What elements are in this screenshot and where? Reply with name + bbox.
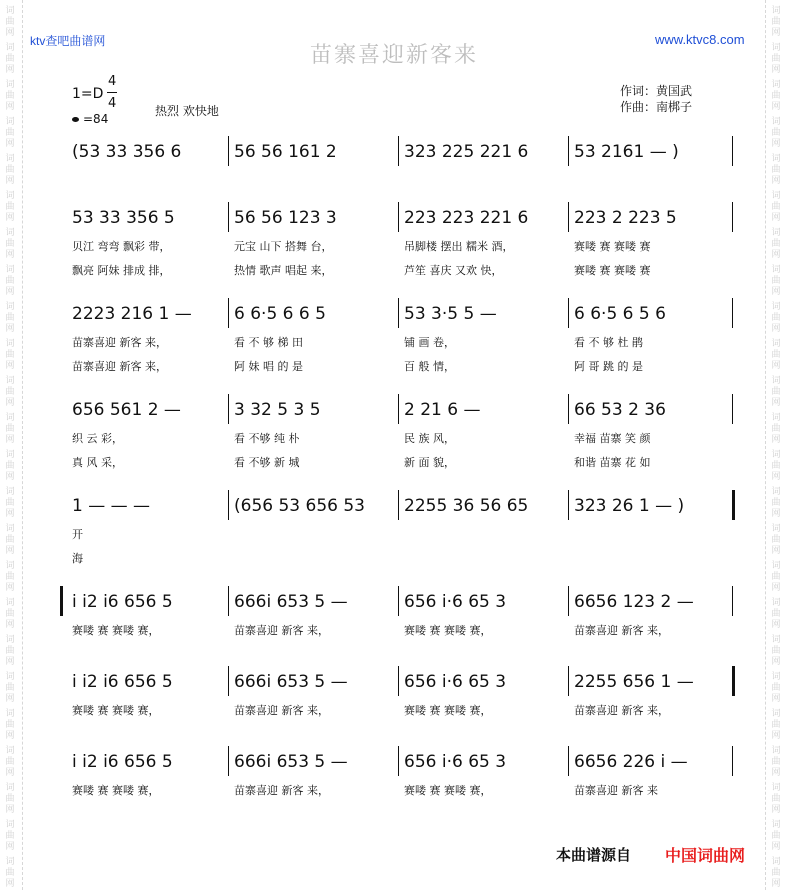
side-watermark-text: 词曲网: [771, 191, 781, 223]
measure-notes: 666i 653 5 —: [234, 592, 348, 612]
measure-notes: 53 3·5 5 —: [404, 304, 497, 324]
measure-notes: 56 56 123 3: [234, 208, 337, 228]
side-watermark-text: 词曲网: [5, 561, 15, 593]
side-watermark-text: 词曲网: [5, 709, 15, 741]
lyrics-row-2: [62, 262, 734, 278]
measure-lyrics-1: 赛喽 赛 赛喽 赛，: [72, 624, 160, 637]
side-watermark-text: 词曲网: [5, 265, 15, 297]
measure-lyrics-1: 织 云 彩，: [72, 432, 123, 445]
song-title: 苗寨喜迎新客来: [309, 43, 478, 68]
barline: [568, 298, 569, 328]
measure-lyrics-2: 飘亮 阿妹 排成 排，: [72, 264, 171, 277]
measure-notes: i i2 i6 656 5: [72, 592, 173, 612]
measure-lyrics-1: 民 族 风，: [404, 432, 455, 445]
measure-notes: i i2 i6 656 5: [72, 672, 173, 692]
notes-row: [62, 590, 734, 620]
barline: [398, 746, 399, 776]
side-watermark-text: 词曲网: [771, 524, 781, 556]
measure-lyrics-1: 苗寨喜迎 新客 来，: [234, 704, 329, 717]
side-watermark-text: 词曲网: [5, 487, 15, 519]
measure-notes: 223 2 223 5: [574, 208, 677, 228]
side-watermark-text: 词曲网: [771, 783, 781, 815]
side-watermark-text: 词曲网: [771, 413, 781, 445]
lyrics-row-1: [62, 238, 734, 254]
barline: [568, 746, 569, 776]
measure-lyrics-1: 苗寨喜迎 新客 来，: [574, 704, 669, 717]
barline: [398, 136, 399, 166]
measure-lyrics-2: 看 不够 新 城: [234, 456, 300, 469]
side-watermark-text: 词曲网: [5, 228, 15, 260]
side-watermark-text: 词曲网: [771, 487, 781, 519]
lyrics-row-1: [62, 172, 734, 188]
notes-row: [62, 140, 734, 170]
notes-row: [62, 750, 734, 780]
measure-notes: 666i 653 5 —: [234, 752, 348, 772]
measure-notes: i i2 i6 656 5: [72, 752, 173, 772]
side-watermark-text: 词曲网: [5, 376, 15, 408]
measure-lyrics-1: 苗寨喜迎 新客 来，: [234, 624, 329, 637]
measure-lyrics-2: 阿 哥 跳 的 是: [574, 360, 643, 373]
measure-notes: 53 2161 — ): [574, 142, 679, 162]
side-watermark-text: 词曲网: [5, 117, 15, 149]
measure-lyrics-1: 元宝 山下 搭舞 台，: [234, 240, 333, 253]
side-watermark-text: 词曲网: [771, 820, 781, 852]
lyrics-row-1: [62, 622, 734, 638]
notes-row: [62, 398, 734, 428]
measure-notes: 656 i·6 65 3: [404, 672, 507, 692]
barline: [568, 202, 569, 232]
measure-lyrics-1: 赛喽 赛 赛喽 赛: [574, 240, 651, 253]
barline: [732, 586, 733, 616]
side-watermark-text: 词曲网: [5, 857, 15, 889]
barline: [732, 746, 733, 776]
barline: [228, 586, 229, 616]
lyrics-row-2: [62, 646, 734, 662]
meter-fraction-line: [107, 92, 117, 93]
measure-lyrics-2: 海: [72, 552, 83, 565]
measure-lyrics-1: 苗寨喜迎 新客 来，: [574, 624, 669, 637]
barline: [732, 490, 735, 520]
side-watermark-text: 词曲网: [5, 635, 15, 667]
measure-lyrics-2: 真 风 采，: [72, 456, 123, 469]
side-watermark-text: 词曲网: [5, 413, 15, 445]
measure-lyrics-1: 苗寨喜迎 新客 来，: [234, 784, 329, 797]
side-watermark-text: 词曲网: [771, 376, 781, 408]
lyrics-row-2: [62, 550, 734, 566]
barline: [398, 586, 399, 616]
measure-notes: 1 — — —: [72, 496, 151, 516]
site-name-left[interactable]: ktv查吧曲谱网: [30, 34, 106, 48]
lyrics-row-1: [62, 782, 734, 798]
barline: [398, 298, 399, 328]
composer-credit: 作曲：南梆子: [620, 100, 693, 114]
side-watermark-text: 词曲网: [771, 43, 781, 75]
site-url-right[interactable]: www.ktvc8.com: [655, 32, 745, 47]
barline: [568, 136, 569, 166]
lyrics-row-1: [62, 702, 734, 718]
measure-lyrics-2: 苗寨喜迎 新客 来，: [72, 360, 167, 373]
side-watermark-text: 词曲网: [771, 228, 781, 260]
measure-lyrics-1: 赛喽 赛 赛喽 赛，: [72, 784, 160, 797]
measure-lyrics-1: 赛喽 赛 赛喽 赛，: [404, 704, 492, 717]
side-watermark-text: 词曲网: [771, 302, 781, 334]
repeat-start-barline: [60, 586, 63, 616]
side-watermark-text: 词曲网: [771, 598, 781, 630]
barline: [228, 666, 229, 696]
measure-lyrics-1: 看 不 够 杜 鹃: [574, 336, 643, 349]
quarter-note-icon: [72, 117, 79, 122]
measure-lyrics-1: 铺 画 卷，: [404, 336, 455, 349]
lyrics-row-2: [62, 454, 734, 470]
score-system: [62, 494, 734, 574]
measure-notes: 323 26 1 — ): [574, 496, 685, 516]
barline: [398, 394, 399, 424]
source-name-link[interactable]: 中国词曲网: [665, 846, 746, 865]
measure-lyrics-1: 赛喽 赛 赛喽 赛，: [404, 624, 492, 637]
measure-notes: 666i 653 5 —: [234, 672, 348, 692]
barline: [732, 666, 735, 696]
barline: [732, 202, 733, 232]
notes-row: [62, 206, 734, 236]
measure-lyrics-2: 芦笙 喜庆 又欢 快，: [404, 264, 503, 277]
measure-notes: 323 225 221 6: [404, 142, 529, 162]
side-watermark-text: 词曲网: [771, 672, 781, 704]
side-watermark-text: 词曲网: [5, 598, 15, 630]
measure-lyrics-1: 贝江 弯弯 飘彩 带，: [72, 240, 171, 253]
measure-notes: 3 32 5 3 5: [234, 400, 321, 420]
measure-notes: 2255 36 56 65: [404, 496, 529, 516]
measure-notes: 656 561 2 —: [72, 400, 181, 420]
side-watermark-text: 词曲网: [771, 561, 781, 593]
measure-lyrics-2: 新 面 貌，: [404, 456, 455, 469]
measure-lyrics-2: 赛喽 赛 赛喽 赛: [574, 264, 651, 277]
measure-lyrics-1: 赛喽 赛 赛喽 赛，: [72, 704, 160, 717]
barline: [732, 394, 733, 424]
barline: [568, 490, 569, 520]
key-signature: 1=D: [72, 86, 104, 102]
side-watermark-text: 词曲网: [771, 6, 781, 38]
side-watermark-text: 词曲网: [771, 265, 781, 297]
side-watermark-text: 词曲网: [5, 820, 15, 852]
measure-notes: 66 53 2 36: [574, 400, 666, 420]
side-watermark-text: 词曲网: [5, 43, 15, 75]
tempo-value: =84: [83, 112, 109, 126]
score-system: [62, 670, 734, 750]
measure-lyrics-2: 热情 歌声 唱起 来，: [234, 264, 333, 277]
measure-notes: 56 56 161 2: [234, 142, 337, 162]
side-watermark-text: 词曲网: [771, 857, 781, 889]
barline: [568, 394, 569, 424]
barline: [568, 586, 569, 616]
measure-notes: 656 i·6 65 3: [404, 752, 507, 772]
measure-notes: 6656 226 i —: [574, 752, 688, 772]
measure-notes: 2255 656 1 —: [574, 672, 694, 692]
measure-lyrics-1: 看 不够 纯 朴: [234, 432, 300, 445]
measure-notes: (53 33 356 6: [72, 142, 182, 162]
meter-denominator: 4: [108, 96, 117, 111]
measure-notes: 2 21 6 —: [404, 400, 481, 420]
measure-lyrics-1: 吊脚楼 摆出 糯米 酒，: [404, 240, 514, 253]
side-watermark-text: 词曲网: [771, 80, 781, 112]
measure-notes: 2223 216 1 —: [72, 304, 192, 324]
side-watermark-text: 词曲网: [771, 635, 781, 667]
score-system: [62, 206, 734, 286]
lyrics-row-2: [62, 358, 734, 374]
side-watermark-text: 词曲网: [5, 80, 15, 112]
barline: [228, 394, 229, 424]
measure-lyrics-1: 苗寨喜迎 新客 来: [574, 784, 658, 797]
side-watermark-text: 词曲网: [5, 154, 15, 186]
side-watermark-text: 词曲网: [5, 191, 15, 223]
barline: [228, 490, 229, 520]
side-watermark-text: 词曲网: [771, 117, 781, 149]
measure-lyrics-2: 和谐 苗寨 花 如: [574, 456, 651, 469]
measure-notes: (656 53 656 53: [234, 496, 366, 516]
meter-numerator: 4: [108, 74, 117, 89]
side-watermark-text: 词曲网: [771, 746, 781, 778]
right-watermark-strip: [765, 0, 788, 890]
side-watermark-text: 词曲网: [771, 709, 781, 741]
barline: [398, 202, 399, 232]
measure-lyrics-1: 赛喽 赛 赛喽 赛，: [404, 784, 492, 797]
barline: [228, 298, 229, 328]
side-watermark-text: 词曲网: [771, 154, 781, 186]
lyricist-credit: 作词：黄国武: [620, 84, 693, 98]
measure-lyrics-2: 阿 妹 唱 的 是: [234, 360, 303, 373]
side-watermark-text: 词曲网: [5, 6, 15, 38]
notes-row: [62, 302, 734, 332]
measure-lyrics-1: 看 不 够 梯 田: [234, 336, 303, 349]
measure-notes: 656 i·6 65 3: [404, 592, 507, 612]
side-watermark-text: 词曲网: [5, 450, 15, 482]
side-watermark-text: 词曲网: [771, 450, 781, 482]
measure-notes: 223 223 221 6: [404, 208, 529, 228]
barline: [398, 666, 399, 696]
side-watermark-text: 词曲网: [5, 339, 15, 371]
barline: [228, 136, 229, 166]
lyrics-row-1: [62, 334, 734, 350]
side-watermark-text: 词曲网: [5, 783, 15, 815]
lyrics-row-1: [62, 430, 734, 446]
score-system: [62, 750, 734, 830]
score-system: [62, 398, 734, 478]
barline: [228, 746, 229, 776]
measure-notes: 6 6·5 6 5 6: [574, 304, 666, 324]
notes-row: [62, 494, 734, 524]
side-watermark-text: 词曲网: [5, 672, 15, 704]
lyrics-row-1: [62, 526, 734, 542]
side-watermark-text: 词曲网: [5, 302, 15, 334]
side-watermark-text: 词曲网: [771, 339, 781, 371]
measure-notes: 53 33 356 5: [72, 208, 175, 228]
score-system: [62, 590, 734, 670]
lyrics-row-2: [62, 726, 734, 742]
expression-marking: 热烈 欢快地: [155, 104, 219, 118]
lyrics-row-2: [62, 806, 734, 822]
measure-notes: 6 6·5 6 6 5: [234, 304, 326, 324]
barline: [228, 202, 229, 232]
barline: [568, 666, 569, 696]
barline: [398, 490, 399, 520]
measure-lyrics-1: 幸福 苗寨 笑 颜: [574, 432, 651, 445]
source-label: 本曲谱源自: [556, 846, 632, 864]
side-watermark-text: 词曲网: [5, 746, 15, 778]
barline: [732, 136, 733, 166]
measure-notes: 6656 123 2 —: [574, 592, 694, 612]
side-watermark-text: 词曲网: [5, 524, 15, 556]
tempo-marking: [72, 112, 108, 126]
measure-lyrics-1: 苗寨喜迎 新客 来，: [72, 336, 167, 349]
score-system: [62, 302, 734, 382]
notes-row: [62, 670, 734, 700]
left-watermark-strip: [0, 0, 23, 890]
barline: [732, 298, 733, 328]
measure-lyrics-2: 百 般 情，: [404, 360, 455, 373]
measure-lyrics-1: 开: [72, 528, 83, 541]
